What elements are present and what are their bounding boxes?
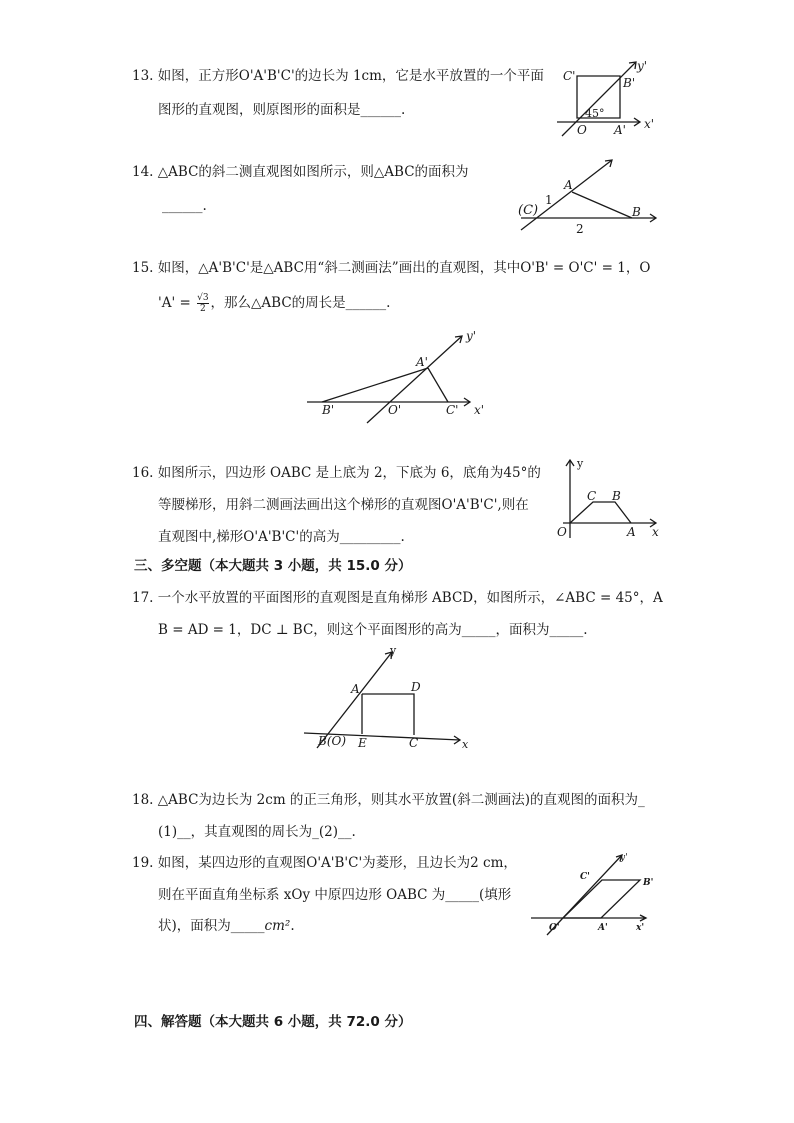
q13-label-a: A': [614, 123, 626, 137]
q19-unit: cm²: [264, 918, 291, 934]
q13-label-y: y': [637, 59, 648, 73]
q15-line1: 15. 如图，△A'B'C'是△ABC用“斜二测画法”画出的直观图，其中O'B' = O'C' = 1，O: [132, 260, 651, 276]
q19-rhombus: [563, 880, 640, 918]
q15-label-x: x': [474, 403, 485, 417]
q16-label-o: O: [557, 525, 567, 539]
q15-line2-pre: 'A' =: [158, 295, 196, 311]
q13-label-o: O: [577, 123, 587, 137]
q17-label-x: x: [462, 738, 469, 751]
q13-line1: 13. 如图，正方形O'A'B'C'的边长为 1cm，它是水平放置的一个平面: [132, 68, 544, 84]
q19-line2: 则在平面直角坐标系 xOy 中原四边形 OABC 为_____(填形: [158, 887, 512, 903]
q13-label-x: x': [644, 117, 655, 131]
q18-line1: 18. △ABC为边长为 2cm 的正三角形，则其水平放置(斜二测画法)的直观图的面积为_: [132, 792, 645, 808]
q19-line1: 19. 如图，某四边形的直观图O'A'B'C'为菱形，且边长为2 cm，: [132, 855, 517, 871]
q19-label-o: O': [549, 923, 560, 933]
q15-line2-post: ，那么△ABC的周长是______.: [210, 295, 391, 311]
q15-label-y: y': [466, 329, 477, 343]
q16-label-x: x: [652, 525, 659, 539]
section-4-heading: 四、解答题（本大题共 6 小题，共 72.0 分）: [134, 1014, 412, 1030]
section-3-heading: 三、多空题（本大题共 3 小题，共 15.0 分）: [134, 558, 412, 574]
q14-label-c: (C): [518, 203, 539, 218]
q16-line3: 直观图中,梯形O'A'B'C'的高为_________.: [158, 529, 405, 545]
q14-label-1: 1: [545, 193, 553, 207]
q19-label-a: A': [598, 923, 608, 933]
q14-label-2: 2: [576, 222, 584, 236]
q19-line3-pre: 状)，面积为_____: [158, 918, 265, 934]
q16-label-b: B: [612, 489, 621, 503]
q13-label-angle: 45°: [585, 107, 605, 120]
q16-line1: 16. 如图所示，四边形 OABC 是上底为 2，下底为 6，底角为45°的: [132, 465, 541, 481]
q14-label-b: B: [632, 205, 641, 219]
q16-label-a: A: [627, 525, 636, 539]
q15-label-o: O': [388, 403, 402, 417]
q14-line2: ______.: [162, 198, 207, 214]
q19-label-c: C': [580, 872, 590, 882]
q19-label-b: B': [643, 878, 654, 888]
q16-label-y: y: [577, 457, 584, 470]
q17-label-c: C: [409, 736, 419, 750]
q15-label-a: A': [416, 355, 428, 369]
q17-label-a: A: [351, 682, 360, 696]
q14-label-a: A: [564, 178, 573, 192]
q16-line2: 等腰梯形，用斜二测画法画出这个梯形的直观图O'A'B'C',则在: [158, 497, 529, 513]
q13-line2: 图形的直观图，则原图形的面积是______.: [158, 102, 406, 118]
q17-label-e: E: [358, 736, 367, 750]
q16-label-c: C: [587, 489, 597, 503]
q13-label-b: B': [623, 76, 636, 90]
q15-label-c: C': [446, 403, 459, 417]
q18-line2: (1)__，其直观图的周长为_(2)__.: [158, 824, 356, 840]
q17-line1: 17. 一个水平放置的平面图形的直观图是直角梯形 ABCD，如图所示，∠ABC = 45°，A: [132, 590, 663, 606]
q14-line1: 14. △ABC的斜二测直观图如图所示，则△ABC的面积为: [132, 164, 469, 180]
q15-frac-den: 2: [199, 304, 206, 314]
q19-label-x: x': [636, 923, 645, 933]
q15-label-b: B': [322, 403, 335, 417]
q13-label-c: C': [563, 69, 576, 83]
q17-line2: B = AD = 1，DC ⊥ BC，则这个平面图形的高为_____，面积为_____.: [158, 622, 588, 638]
q15-frac-num: √3: [197, 293, 209, 303]
q17-label-d: D: [411, 680, 421, 694]
q19-line3-end: .: [290, 918, 295, 934]
q17-label-y: y: [390, 644, 397, 657]
q19-label-y: y': [620, 853, 628, 863]
q17-label-bo: B(O): [318, 734, 347, 748]
